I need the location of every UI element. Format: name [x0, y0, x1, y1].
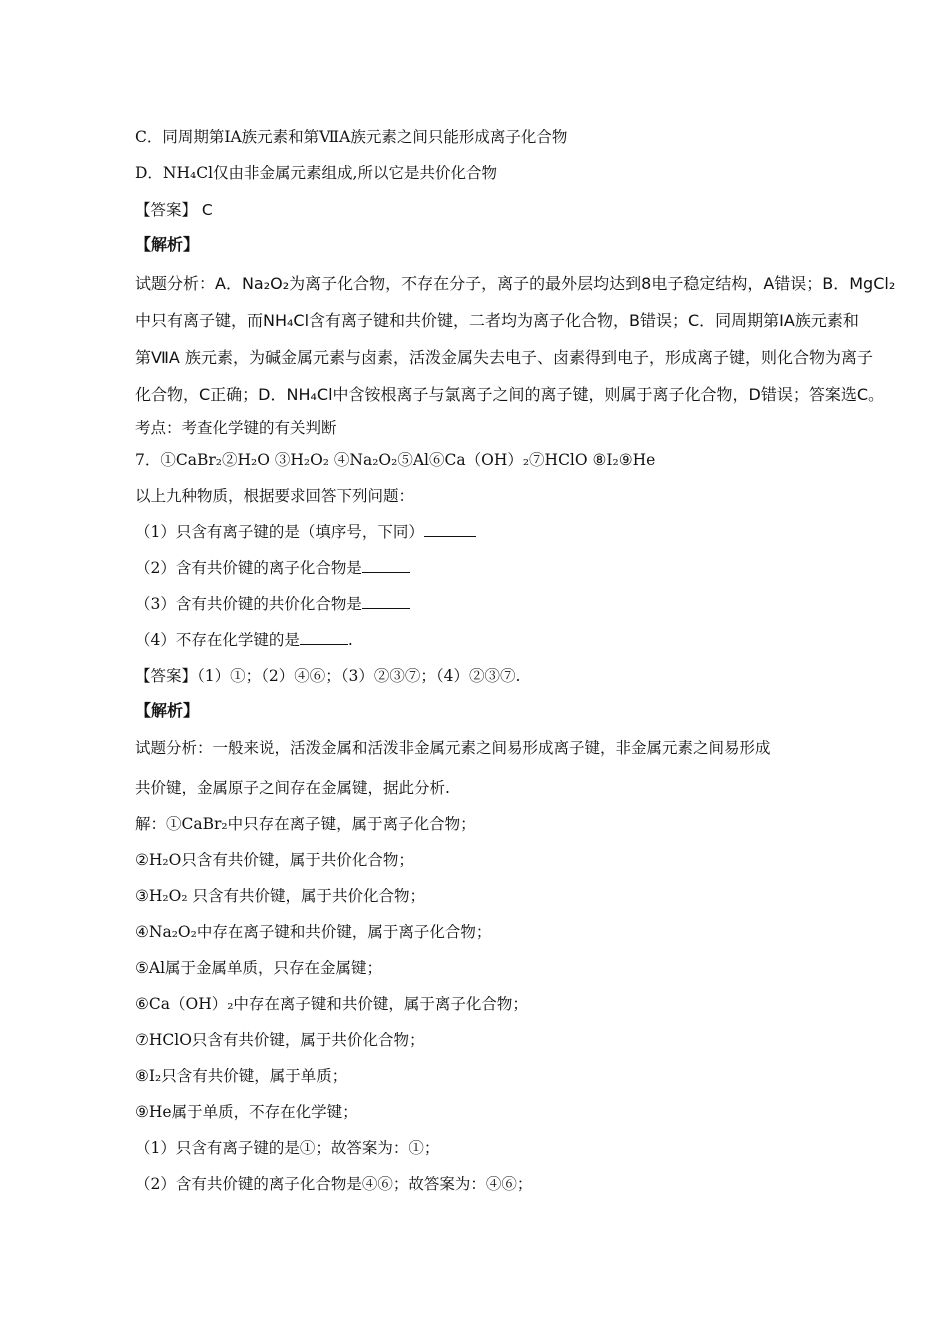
question-7-stem: 7．①CaBr₂②H₂O ③H₂O₂ ④Na₂O₂⑤Al⑥Ca（OH）₂⑦HClO ⑧I₂⑨He [135, 451, 656, 469]
answer-label-2: 【答案】（1）①；（2）④⑥；（3）②③⑦；（4）②③⑦. [135, 667, 521, 685]
solution-line-2: ②H₂O只含有共价键，属于共价化合物； [135, 851, 414, 869]
solution-line-8: ⑧I₂只含有共价键，属于单质； [135, 1067, 348, 1085]
analysis-heading-1: 【解析】 [135, 235, 200, 254]
analysis-line-4: 化合物，C正确；D．NH₄Cl中含铵根离子与氯离子之间的离子键，则属于离子化合物，D错误；答案选C。 [135, 385, 885, 404]
analysis-line-2: 中只有离子键，而NH₄Cl含有离子键和共价键，二者均为离子化合物，B错误；C．同周期第ⅠA族元素和 [135, 311, 859, 330]
solution-line-6: ⑥Ca（OH）₂中存在离子键和共价键，属于离子化合物； [135, 995, 528, 1013]
solution-answer-2: （2）含有共价键的离子化合物是④⑥；故答案为：④⑥； [135, 1175, 533, 1193]
part-1-text: （1）只含有离子键的是（填序号，下同） [135, 523, 424, 541]
analysis-heading-2: 【解析】 [135, 701, 200, 720]
answer-label-1: 【答案】 C [135, 201, 213, 219]
option-d: D．NH₄Cl仅由非金属元素组成,所以它是共价化合物 [135, 164, 497, 182]
solution-line-7: ⑦HClO只含有共价键，属于共价化合物； [135, 1031, 425, 1049]
answer-blank-4 [300, 630, 348, 645]
part-4-period: . [347, 631, 353, 649]
solution-line-5: ⑤Al属于金属单质，只存在金属键； [135, 959, 383, 977]
option-c: C．同周期第ⅠA族元素和第ⅦA族元素之间只能形成离子化合物 [135, 128, 568, 146]
explanation-line-2: 共价键，金属原子之间存在金属键，据此分析. [135, 779, 450, 797]
solution-line-4: ④Na₂O₂中存在离子键和共价键，属于离子化合物； [135, 923, 492, 941]
solution-line-1: 解：①CaBr₂中只存在离子键，属于离子化合物； [135, 815, 476, 833]
answer-blank-2 [362, 558, 410, 573]
question-7-part-2 [135, 557, 410, 579]
question-7-part-3 [135, 593, 410, 615]
solution-line-9: ⑨He属于单质，不存在化学键； [135, 1103, 358, 1121]
part-2-text: （2）含有共价键的离子化合物是 [135, 559, 362, 577]
explanation-line-1: 试题分析：一般来说，活泼金属和活泼非金属元素之间易形成离子键，非金属元素之间易形成 [135, 739, 771, 757]
analysis-line-1: 试题分析：A．Na₂O₂为离子化合物，不存在分子，离子的最外层均达到8电子稳定结构，A错误；B．MgCl₂ [135, 274, 896, 293]
solution-answer-1: （1）只含有离子键的是①；故答案为：①； [135, 1139, 440, 1157]
solution-line-3: ③H₂O₂ 只含有共价键，属于共价化合物； [135, 887, 425, 905]
question-7-part-4 [135, 629, 353, 651]
part-4-text: （4）不存在化学键的是 [135, 631, 300, 649]
answer-blank-3 [362, 594, 410, 609]
analysis-line-3: 第ⅦA 族元素，为碱金属元素与卤素，活泼金属失去电子、卤素得到电子，形成离子键，则化合物为离子 [135, 348, 873, 367]
question-7-instruction: 以上九种物质，根据要求回答下列问题： [135, 487, 415, 505]
question-7-part-1 [135, 521, 476, 543]
test-point: 考点：考查化学键的有关判断 [135, 419, 337, 437]
answer-blank-1 [424, 522, 476, 537]
part-3-text: （3）含有共价键的共价化合物是 [135, 595, 362, 613]
